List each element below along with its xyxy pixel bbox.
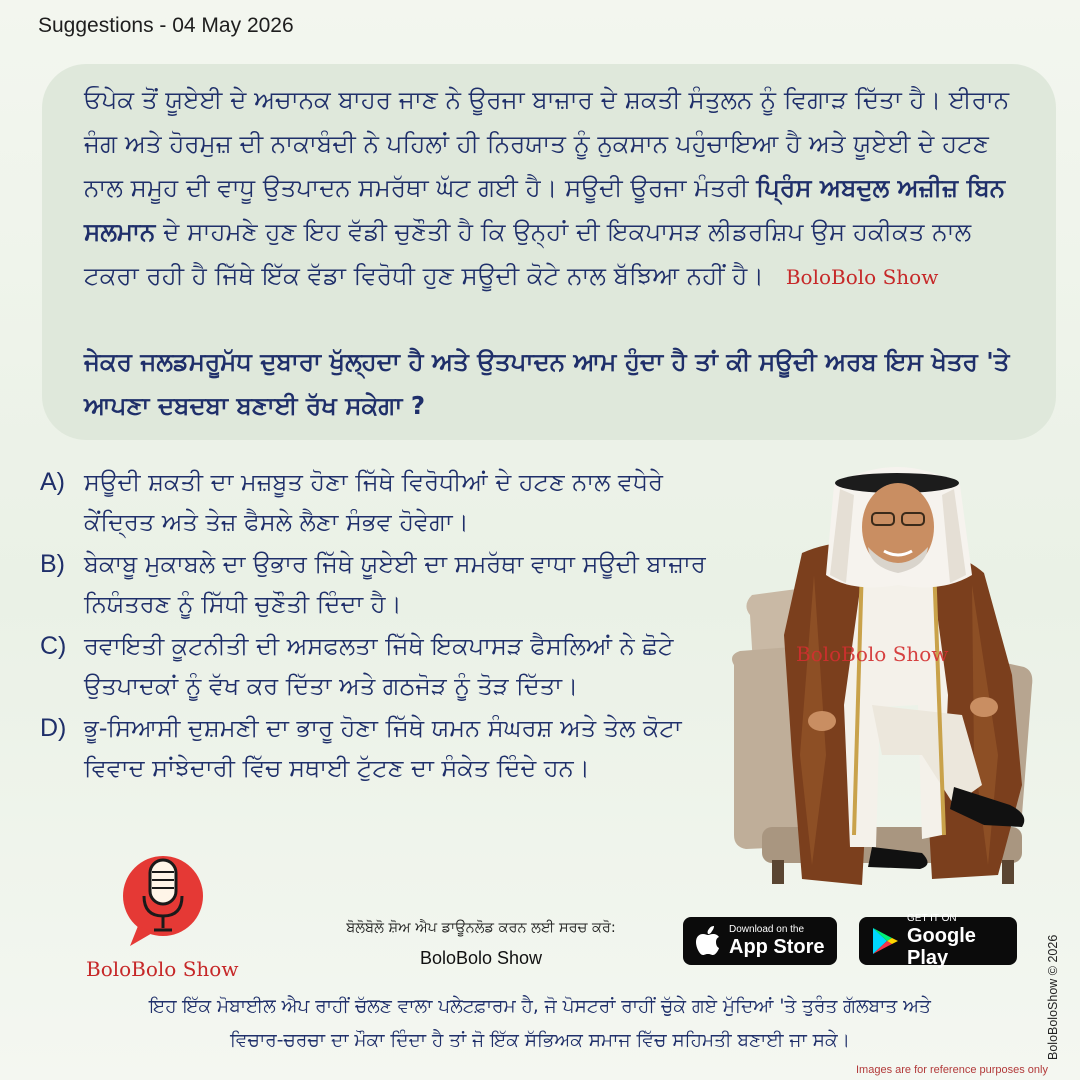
minister-name: ਪ੍ਰਿੰਸ ਅਬਦੁਲ ਅਜ਼ੀਜ਼ ਬਿਨ ਸਲਮਾਨ — [84, 173, 1006, 246]
intro-text-2: ਦੇ ਸਾਹਮਣੇ ਹੁਣ ਇਹ ਵੱਡੀ ਚੁਣੌਤੀ ਹੈ ਕਿ ਉਨ੍ਹਾਂ ਦੀ ਇਕਪਾਸੜ ਲੀਡਰਸ਼ਿਪ ਉਸ ਹਕੀਕਤ ਨਾਲ ਟਕਰਾ ਰਹੀ ਹੈ ਜਿੱਥੇ ਇੱਕ ਵੱਡਾ ਵਿਰੋਧੀ ਹੁਣ ਸਊਦੀ ਕੋਟੇ ਨਾਲ ਬੱਝਿਆ ਨਹੀਂ ਹੈ। — [84, 217, 972, 290]
option-text: ਭੂ-ਸਿਆਸੀ ਦੁਸ਼ਮਣੀ ਦਾ ਭਾਰੂ ਹੋਣਾ ਜਿੱਥੇ ਯਮਨ ਸੰਘਰਸ਼ ਅਤੇ ਤੇਲ ਕੋਟਾ ਵਿਵਾਦ ਸਾਂਝੇਦਾਰੀ ਵਿੱਚ ਸਥਾਈ ਟੁੱਟਣ ਦਾ ਸੰਕੇਤ ਦਿੰਦੇ ਹਨ। — [84, 714, 682, 782]
bolobolo-logo-icon — [118, 852, 208, 948]
google-play-badge[interactable] — [859, 913, 1017, 969]
option-letter: C) — [40, 632, 67, 660]
app-store-small: Download on the — [729, 924, 805, 935]
option-a[interactable] — [40, 462, 730, 542]
answer-options — [40, 462, 730, 790]
option-letter: D) — [40, 714, 67, 742]
side-copyright: BoloBoloShow © 2026 — [1046, 934, 1060, 1060]
option-letter: B) — [40, 550, 65, 578]
intro-text-1: ਓਪੇਕ ਤੋਂ ਯੂਏਈ ਦੇ ਅਚਾਨਕ ਬਾਹਰ ਜਾਣ ਨੇ ਊਰਜਾ ਬਾਜ਼ਾਰ ਦੇ ਸ਼ਕਤੀ ਸੰਤੁਲਨ ਨੂੰ ਵਿਗਾੜ ਦਿੱਤਾ ਹੈ। ਈਰਾਨ ਜੰਗ ਅਤੇ ਹੋਰਮੁਜ਼ ਦੀ ਨਾਕਾਬੰਦੀ ਨੇ ਪਹਿਲਾਂ ਹੀ ਨਿਰਯਾਤ ਨੂੰ ਨੁਕਸਾਨ ਪਹੁੰਚਾਇਆ ਹੈ ਅਤੇ ਯੂਏਈ ਦੇ ਹਟਣ ਨਾਲ ਸਮੂਹ ਦੀ ਵਾਧੂ ਉਤਪਾਦਨ ਸਮਰੱਥਾ ਘੱਟ ਗਈ ਹੈ। ਸਊਦੀ ਊਰਜਾ ਮੰਤਰੀ — [84, 85, 1010, 202]
poll-question: ਜੇਕਰ ਜਲਡਮਰੂਮੱਧ ਦੁਬਾਰਾ ਖੁੱਲ੍ਹਦਾ ਹੈ ਅਤੇ ਉਤਪਾਦਨ ਆਮ ਹੁੰਦਾ ਹੈ ਤਾਂ ਕੀ ਸਊਦੀ ਅਰਬ ਇਸ ਖੇਤਰ 'ਤੇ ਆਪਣਾ ਦਬਦਬਾ ਬਣਾਈ ਰੱਖ ਸਕੇਗਾ ? — [84, 347, 1010, 420]
footer-line-2: ਵਿਚਾਰ-ਚਰਚਾ ਦਾ ਮੌਕਾ ਦਿੰਦਾ ਹੈ ਤਾਂ ਜੋ ਇੱਕ ਸੱਭਿਅਕ ਸਮਾਜ ਵਿੱਚ ਸਹਿਮਤੀ ਬਣਾਈ ਜਾ ਸਕੇ। — [229, 1030, 851, 1051]
google-play-icon — [871, 926, 899, 956]
search-instruction: ਬੋਲੋਬੋਲੋ ਸ਼ੋਅ ਐਪ ਡਾਊਨਲੋਡ ਕਰਨ ਲਈ ਸਰਚ ਕਰੋ: — [346, 920, 616, 936]
intro-paragraph — [84, 78, 1024, 299]
option-b[interactable] — [40, 544, 730, 624]
app-brand-name: BoloBolo Show — [419, 948, 543, 968]
google-play-big: Google Play — [907, 925, 976, 969]
logo-text: BoloBolo Show — [86, 957, 239, 981]
footer-description — [40, 990, 1040, 1058]
photo-watermark: BoloBolo Show — [796, 642, 949, 666]
option-text: ਰਵਾਇਤੀ ਕੂਟਨੀਤੀ ਦੀ ਅਸਫਲਤਾ ਜਿੱਥੇ ਇਕਪਾਸੜ ਫੈਸਲਿਆਂ ਨੇ ਛੋਟੇ ਉਤਪਾਦਕਾਂ ਨੂੰ ਵੱਖ ਕਰ ਦਿੱਤਾ ਅਤੇ ਗਠਜੋੜ ਨੂੰ ਤੋੜ ਦਿੱਤਾ। — [84, 632, 674, 700]
inline-watermark: BoloBolo Show — [785, 265, 939, 289]
minister-portrait — [722, 455, 1067, 895]
app-store-big: App Store — [729, 936, 825, 958]
google-play-small: GET IT ON — [907, 913, 957, 924]
date-label: Suggestions - 04 May 2026 — [38, 14, 294, 37]
image-disclaimer: Images are for reference purposes only — [856, 1064, 1048, 1076]
footer-line-1: ਇਹ ਇੱਕ ਮੋਬਾਈਲ ਐਪ ਰਾਹੀਂ ਚੱਲਣ ਵਾਲਾ ਪਲੇਟਫ਼ਾਰਮ ਹੈ, ਜੋ ਪੋਸਟਰਾਂ ਰਾਹੀਂ ਚੁੱਕੇ ਗਏ ਮੁੱਦਿਆਂ 'ਤੇ ਤੁਰੰਤ ਗੱਲਬਾਤ ਅਤੇ — [149, 996, 931, 1017]
app-store-badge[interactable] — [683, 917, 837, 965]
google-play-labels — [907, 913, 1017, 969]
option-d[interactable] — [40, 708, 730, 788]
app-store-labels — [729, 924, 825, 958]
option-letter: A) — [40, 468, 65, 496]
option-text: ਬੇਕਾਬੂ ਮੁਕਾਬਲੇ ਦਾ ਉਭਾਰ ਜਿੱਥੇ ਯੂਏਈ ਦਾ ਸਮਰੱਥਾ ਵਾਧਾ ਸਊਦੀ ਬਾਜ਼ਾਰ ਨਿਯੰਤਰਣ ਨੂੰ ਸਿੱਧੀ ਚੁਣੌਤੀ ਦਿੰਦਾ ਹੈ। — [84, 550, 706, 618]
option-text: ਸਊਦੀ ਸ਼ਕਤੀ ਦਾ ਮਜ਼ਬੂਤ ਹੋਣਾ ਜਿੱਥੇ ਵਿਰੋਧੀਆਂ ਦੇ ਹਟਣ ਨਾਲ ਵਧੇਰੇ ਕੇਂਦ੍ਰਿਤ ਅਤੇ ਤੇਜ਼ ਫੈਸਲੇ ਲੈਣਾ ਸੰਭਵ ਹੋਵੇਗਾ। — [84, 468, 663, 536]
apple-icon — [695, 926, 721, 956]
option-c[interactable] — [40, 626, 730, 706]
